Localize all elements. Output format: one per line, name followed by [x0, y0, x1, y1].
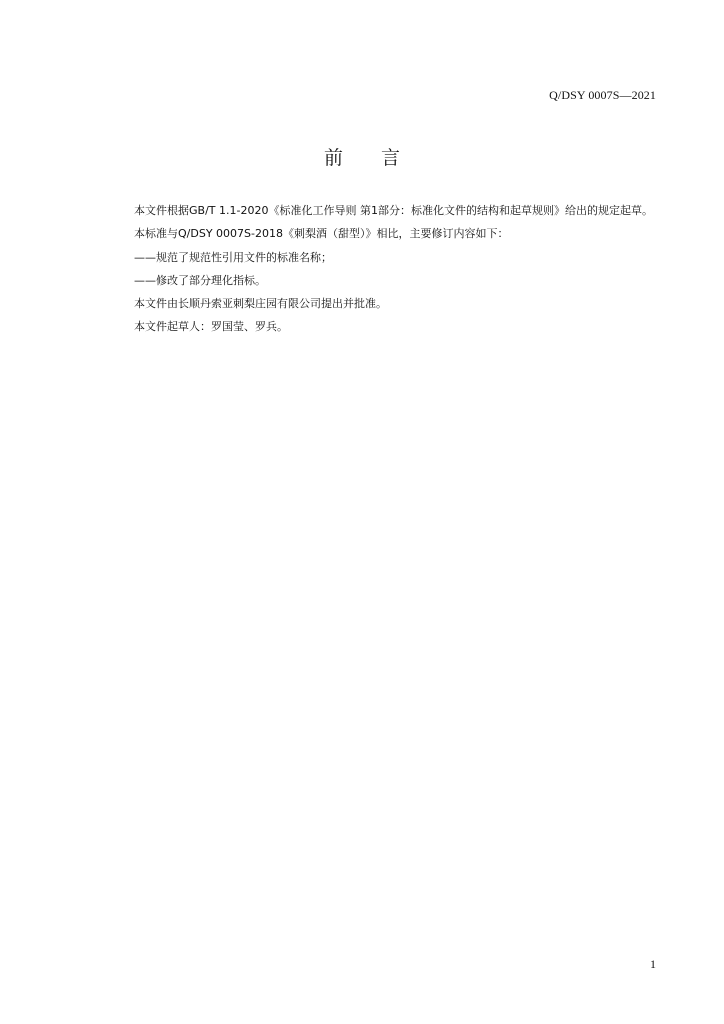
paragraph-proposer: 本文件由长顺丹索亚刺梨庄园有限公司提出并批准。 [134, 297, 387, 311]
title-char-2: 言 [381, 147, 401, 169]
document-code: Q/DSY 0007S—2021 [549, 88, 656, 102]
section-title [0, 143, 724, 170]
foreword-body [112, 199, 656, 339]
title-char-1: 前 [323, 147, 343, 169]
list-item-change-2: ——修改了部分理化指标。 [134, 273, 266, 287]
page-number: 1 [650, 957, 656, 971]
paragraph-comparison: 本标准与Q/DSY 0007S-2018《刺梨酒（甜型）》相比，主要修订内容如下： [134, 227, 509, 241]
paragraph-drafters: 本文件起草人：罗国莹、罗兵。 [134, 320, 288, 334]
list-item-change-1: ——规范了规范性引用文件的标准名称； [134, 250, 332, 264]
paragraph-drafting-basis: 本文件根据GB/T 1.1-2020《标准化工作导则 第1部分：标准化文件的结构和起草规则》给出的规定起草。 [134, 204, 653, 217]
